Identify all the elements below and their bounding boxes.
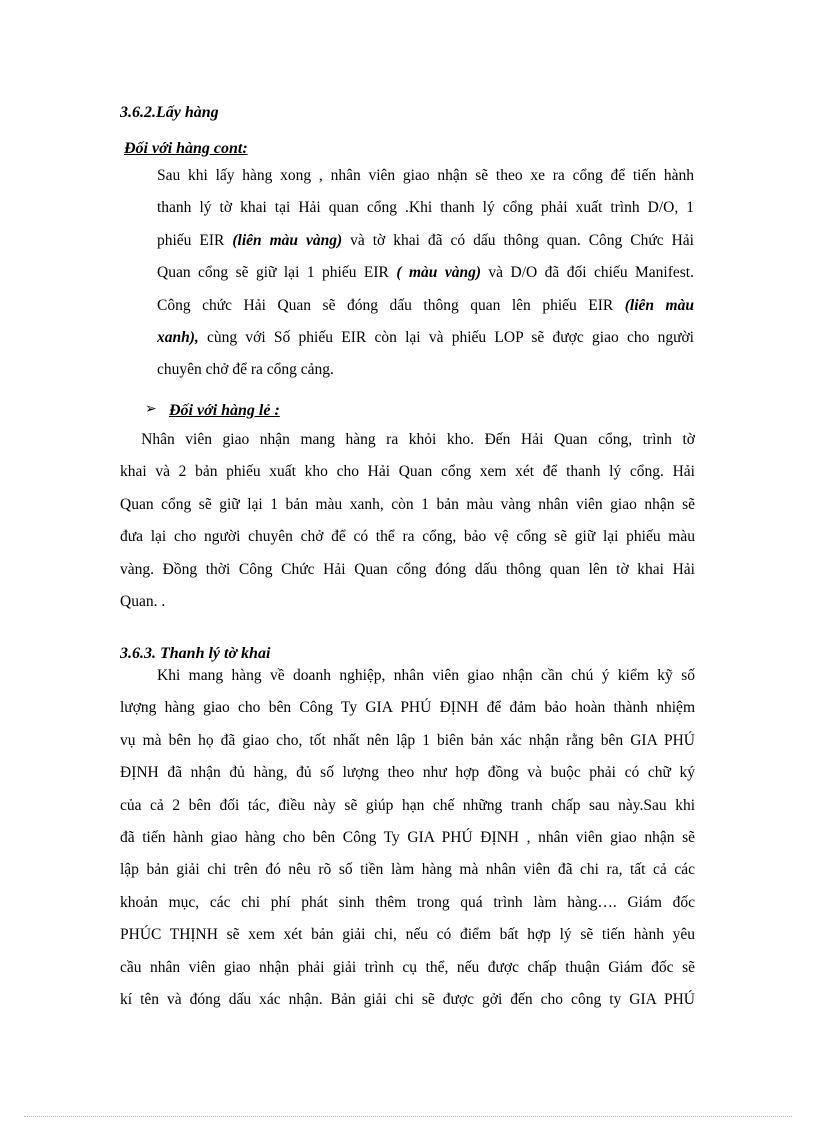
text-line: Khi mang hàng về doanh nghiệp, nhân viên giao nhận cần chú ý kiểm kỹ số — [157, 667, 695, 684]
text-line: của cả 2 bên đối tác, điều này sẽ giúp hạn chế những tranh chấp sau này.Sau khi — [120, 796, 695, 814]
text-line: đưa lại cho người chuyên chở để có thể ra cổng, bảo vệ cổng sẽ giữ lại phiếu màu — [120, 528, 695, 546]
section-heading-3-6-2: 3.6.2.Lấy hàng — [120, 104, 219, 121]
section-heading-3-6-3: 3.6.3. Thanh lý tờ khai — [120, 645, 271, 662]
text-line: lập bản giải chi trên đó nêu rõ số tiền làm hàng mà nhân viên đã chi ra, tất cả các — [120, 861, 695, 879]
paragraph-declaration-liquidation — [120, 660, 695, 1016]
text-line: xanh), cùng với Số phiếu EIR còn lại và phiếu LOP sẽ được giao cho người — [157, 329, 694, 347]
text-line: cầu nhân viên giao nhận phải giải trình cụ thể, nếu được chấp thuận Giám đốc sẽ — [120, 958, 695, 976]
text-line: Nhân viên giao nhận mang hàng ra khỏi kho. Đến Hải Quan cổng, trình tờ — [120, 431, 695, 448]
text-line: chuyên chở để ra cổng cảng. — [157, 361, 334, 379]
subheading-loose-goods: Đối với hàng lẻ : — [169, 402, 280, 419]
text-line: phiếu EIR (liên màu vàng) và tờ khai đã có dấu thông quan. Công Chức Hải — [157, 231, 694, 249]
text-line: PHÚC THỊNH sẽ xem xét bản giải chi, nếu có điểm bất hợp lý sẽ tiến hành yêu — [120, 926, 695, 944]
page-bottom-divider — [24, 1116, 792, 1117]
text-line: Sau khi lấy hàng xong , nhân viên giao nhận sẽ theo xe ra cổng để tiến hành — [157, 167, 694, 184]
text-line: Quan. . — [120, 593, 166, 611]
text-line: kí tên và đóng dấu xác nhận. Bản giải chi sẽ được gởi đến cho công ty GIA PHÚ — [120, 991, 695, 1009]
text-line: lượng hàng giao cho bên Công Ty GIA PHÚ ĐỊNH để đảm bảo hoàn thành nhiệm — [120, 699, 695, 717]
paragraph-loose-goods — [120, 424, 695, 618]
text-line: Quan cổng sẽ giữ lại 1 bản màu xanh, còn 1 bản màu vàng nhân viên giao nhận sẽ — [120, 495, 695, 513]
subheading-container-goods: Đối với hàng cont: — [124, 140, 248, 157]
text-line: đã tiến hành giao hàng cho bên Công Ty GIA PHÚ ĐỊNH , nhân viên giao nhận sẽ — [120, 829, 695, 847]
text-line: ĐỊNH đã nhận đủ hàng, đủ số lượng theo như hợp đồng và buộc phải có chữ ký — [120, 764, 695, 782]
text-line: vụ mà bên họ đã giao cho, tốt nhất nên lập 1 biên bản xác nhận rằng bên GIA PHÚ — [120, 731, 695, 749]
paragraph-container-goods — [157, 160, 694, 387]
arrow-bullet-icon: ➢ — [145, 402, 157, 417]
text-line: vàng. Đồng thời Công Chức Hải Quan cổng đóng dấu thông quan lên tờ khai Hải — [120, 560, 695, 578]
text-line: khoản mục, các chi phí phát sinh thêm trong quá trình làm hàng…. Giám đốc — [120, 893, 695, 911]
text-line: thanh lý tờ khai tại Hải quan cổng .Khi thanh lý cổng phải xuất trình D/O, 1 — [157, 199, 694, 217]
text-line: Quan cổng sẽ giữ lại 1 phiếu EIR ( màu vàng) và D/O đã đối chiếu Manifest. — [157, 264, 694, 282]
text-line: khai và 2 bản phiếu xuất kho cho Hải Quan cổng xem xét để thanh lý cổng. Hải — [120, 463, 695, 481]
text-line: Công chức Hải Quan sẽ đóng dấu thông quan lên phiếu EIR (liên màu — [157, 296, 694, 314]
